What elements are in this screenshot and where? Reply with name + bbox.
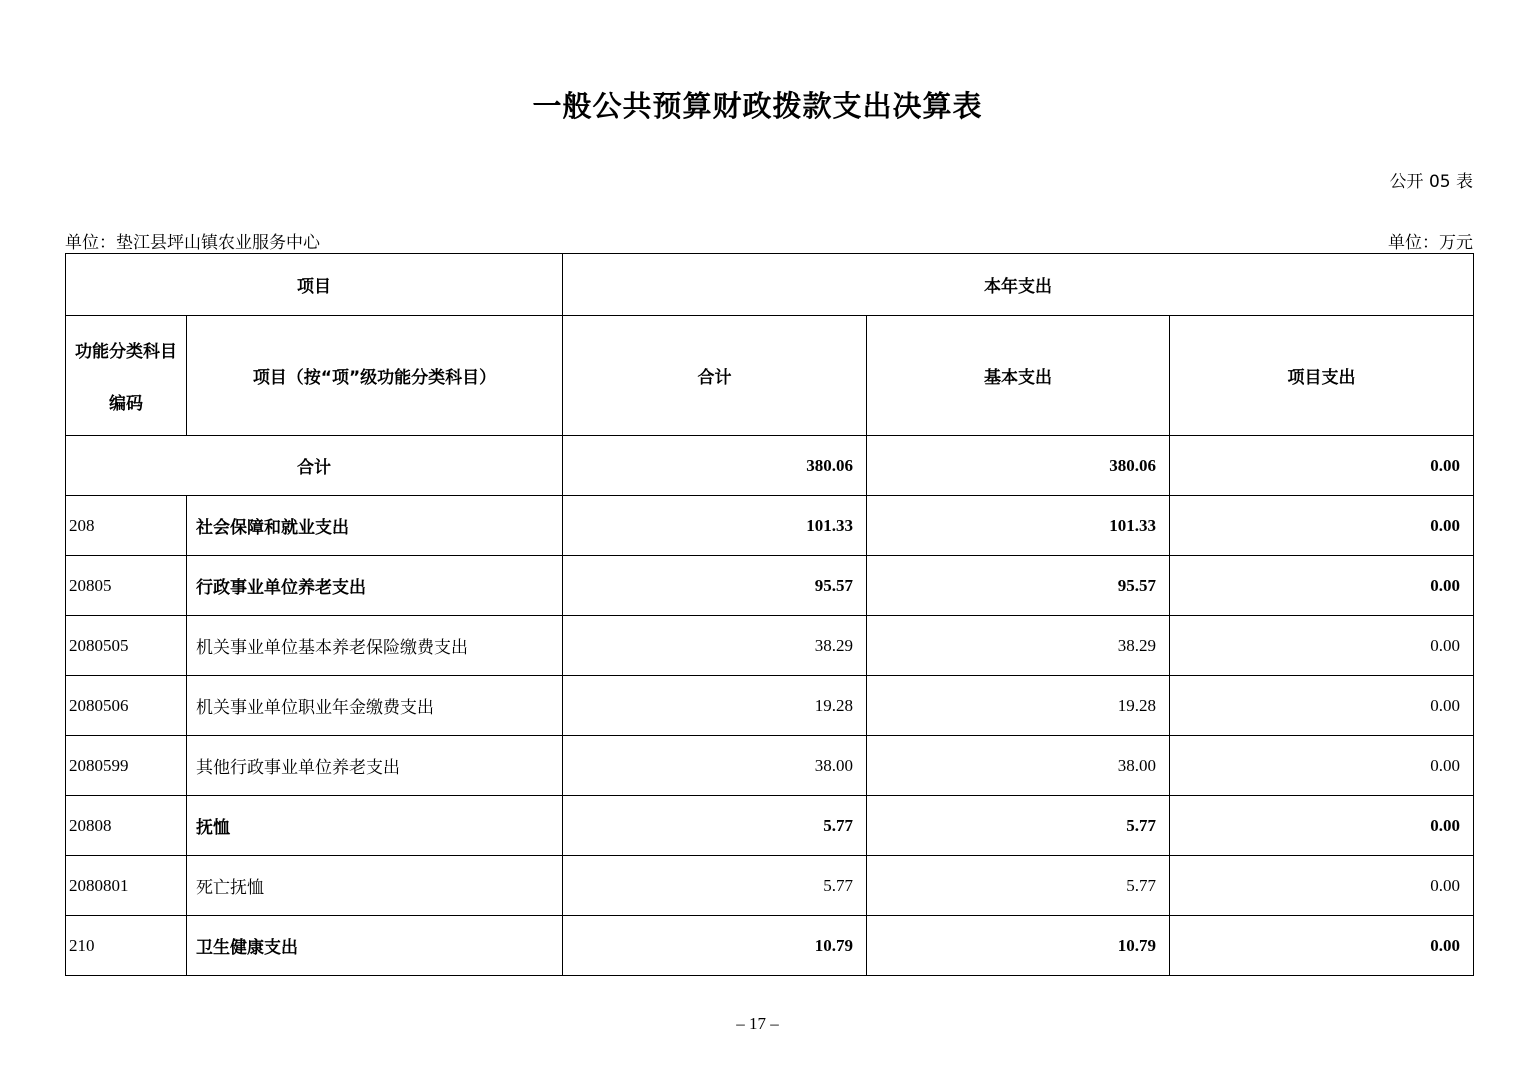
table-label: 公开 05 表 [1389,172,1473,192]
row-total: 10.79 [563,916,867,976]
budget-table [65,253,1474,976]
row-total: 38.29 [563,616,867,676]
row-total: 38.00 [563,736,867,796]
header-function-code-line2: 编码 [109,394,143,414]
table-row [66,496,1474,556]
row-name: 行政事业单位养老支出 [187,556,563,616]
row-project: 0.00 [1170,796,1474,856]
header-function-code [66,316,187,436]
row-name: 机关事业单位职业年金缴费支出 [187,676,563,736]
row-basic: 101.33 [867,496,1170,556]
row-name: 卫生健康支出 [187,916,563,976]
header-item: 项目（按“项”级功能分类科目） [187,316,563,436]
row-basic: 5.77 [867,796,1170,856]
row-code: 210 [66,916,187,976]
header-group-row [66,254,1474,316]
row-basic: 38.29 [867,616,1170,676]
table-row [66,676,1474,736]
row-code: 2080506 [66,676,187,736]
row-total: 19.28 [563,676,867,736]
row-total: 5.77 [563,796,867,856]
row-name: 抚恤 [187,796,563,856]
row-project: 0.00 [1170,856,1474,916]
table-row [66,616,1474,676]
table-row [66,736,1474,796]
header-project-expenditure: 项目支出 [1170,316,1474,436]
row-name: 合计 [66,436,563,496]
row-code: 20805 [66,556,187,616]
row-project: 0.00 [1170,496,1474,556]
table-row [66,796,1474,856]
row-project: 0.00 [1170,616,1474,676]
row-code: 208 [66,496,187,556]
row-code: 2080505 [66,616,187,676]
row-basic: 38.00 [867,736,1170,796]
row-project: 0.00 [1170,676,1474,736]
header-basic-expenditure: 基本支出 [867,316,1170,436]
row-basic: 19.28 [867,676,1170,736]
row-project: 0.00 [1170,736,1474,796]
row-code: 20808 [66,796,187,856]
row-basic: 380.06 [867,436,1170,496]
page-number: – 17 – [736,1014,779,1033]
header-group-project: 项目 [66,254,563,316]
row-name: 其他行政事业单位养老支出 [187,736,563,796]
row-basic: 10.79 [867,916,1170,976]
row-name: 社会保障和就业支出 [187,496,563,556]
header-function-code-line1: 功能分类科目 [75,342,177,362]
row-code: 2080599 [66,736,187,796]
header-total: 合计 [563,316,867,436]
row-total: 95.57 [563,556,867,616]
row-name: 机关事业单位基本养老保险缴费支出 [187,616,563,676]
row-total: 380.06 [563,436,867,496]
table-row [66,916,1474,976]
row-basic: 95.57 [867,556,1170,616]
row-code: 2080801 [66,856,187,916]
row-project: 0.00 [1170,556,1474,616]
row-project: 0.00 [1170,916,1474,976]
unit-currency: 单位：万元 [1388,233,1473,253]
header-column-row [66,316,1474,436]
row-total: 101.33 [563,496,867,556]
row-name: 死亡抚恤 [187,856,563,916]
table-row [66,556,1474,616]
table-row [66,856,1474,916]
unit-row [65,228,1473,253]
header-group-current-year-expenditure: 本年支出 [563,254,1474,316]
row-project: 0.00 [1170,436,1474,496]
unit-name: 单位：垫江县坪山镇农业服务中心 [65,233,320,253]
row-total: 5.77 [563,856,867,916]
table-row [66,436,1474,496]
page-title: 一般公共预算财政拨款支出决算表 [532,89,983,123]
row-basic: 5.77 [867,856,1170,916]
